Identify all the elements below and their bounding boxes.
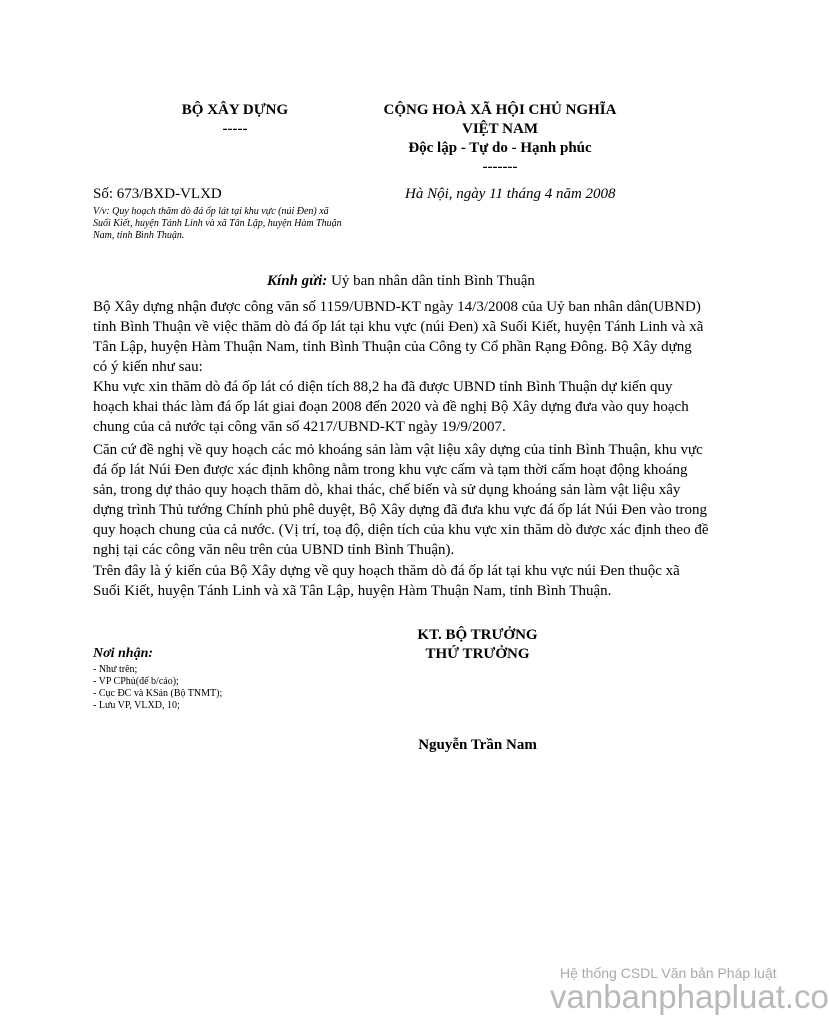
signer-name: Nguyễn Trần Nam <box>418 737 537 753</box>
body-paragraph: Khu vực xin thăm dò đá ốp lát có diện tích 88,2 ha đã được UBND tỉnh Bình Thuận dự kiến quy hoạch khai thác làm đá ốp lát giai đoạn 2008 đến 2020 và đề nghị Bộ Xây dựng đưa vào quy hoạch chung của cả nước tại công văn số 4217/UBND-KT ngày 19/9/2007. <box>93 379 689 435</box>
recipient-line <box>93 273 709 290</box>
body-paragraph: Căn cứ đề nghị về quy hoạch các mỏ khoáng sản làm vật liệu xây dựng của tỉnh Bình Thuận, khu vực đá ốp lát Núi Đen được xác định không nằm trong khu vực cấm và tạm thời cấm hoạt động khoáng sản, trong dự thảo quy hoạch thăm dò, khai thác, chế biến và sử dụng khoáng sản làm vật liệu xây dựng trình Thủ tướng Chính phủ phê duyệt, Bộ Xây dựng đã đưa khu vực đá ốp lát Núi Đen vào trong quy hoạch chung của cả nước. (Vị trí, toạ độ, diện tích của khu vực xin thăm dò được xác định theo đề nghị tại các công văn nêu trên của UBND tỉnh Bình Thuận). <box>93 442 709 558</box>
ministry-name: BỘ XÂY DỰNG <box>181 102 289 118</box>
ministry-block <box>140 101 330 139</box>
watermark-site: vanbanphapluat.co <box>550 978 829 1015</box>
signature-title-line-2: THỨ TRƯỞNG <box>425 646 530 662</box>
receivers-label: Nơi nhận: <box>93 646 154 661</box>
body-paragraph: Trên đây là ý kiến của Bộ Xây dựng về quy hoạch thăm dò đá ốp lát tại khu vực núi Đen thuộc xã Suối Kiết, huyện Tánh Linh và xã Tân Lập, huyện Hàm Thuận Nam, tỉnh Bình Thuận. <box>93 563 680 599</box>
motto: Độc lập - Tự do - Hạnh phúc <box>408 140 592 156</box>
nation-line-1: CỘNG HOÀ XÃ HỘI CHỦ NGHĨA <box>383 102 617 118</box>
receivers-list <box>93 664 222 712</box>
receiver-item: - Lưu VP, VLXD, 10; <box>93 700 180 711</box>
body-paragraph: Bộ Xây dựng nhận được công văn số 1159/UBND-KT ngày 14/3/2008 của Uỷ ban nhân dân(UBND) tỉnh Bình Thuận về việc thăm dò đá ốp lát tại khu vực (núi Đen) xã Suối Kiết, huyện Tánh Linh và xã Tân Lập, huyện Hàm Thuận Nam, tỉnh Bình Thuận của Công ty Cổ phần Rạng Đông. Bộ Xây dựng có ý kiến như sau: <box>93 299 704 375</box>
watermark-caption: Hệ thống CSDL Văn bản Pháp luật <box>560 965 777 981</box>
recipient-name: Uỷ ban nhân dân tỉnh Bình Thuận <box>331 273 535 289</box>
nation-line-2: VIỆT NAM <box>462 121 538 137</box>
ministry-rule: ----- <box>222 121 248 137</box>
signature-title <box>390 626 565 664</box>
document-number: Số: 673/BXD-VLXD <box>93 186 222 202</box>
document-subject: V/v: Quy hoạch thăm dò đá ốp lát tại khu vực (núi Đen) xã Suối Kiết, huyện Tánh Linh và xã Tân Lập, huyện Hàm Thuận Nam, tỉnh Bình Thuận. <box>93 206 342 241</box>
motto-rule: ------- <box>482 159 518 175</box>
receiver-item: - Như trên; <box>93 664 138 675</box>
receiver-item: - Cục ĐC và KSản (Bộ TNMT); <box>93 688 223 699</box>
signature-title-line-1: KT. BỘ TRƯỞNG <box>417 627 538 643</box>
recipient-label: Kính gửi: <box>267 273 328 289</box>
place-date: Hà Nội, ngày 11 tháng 4 năm 2008 <box>405 186 616 202</box>
receiver-item: - VP CPhủ(để b/cáo); <box>93 676 179 687</box>
national-title-block <box>355 101 645 177</box>
